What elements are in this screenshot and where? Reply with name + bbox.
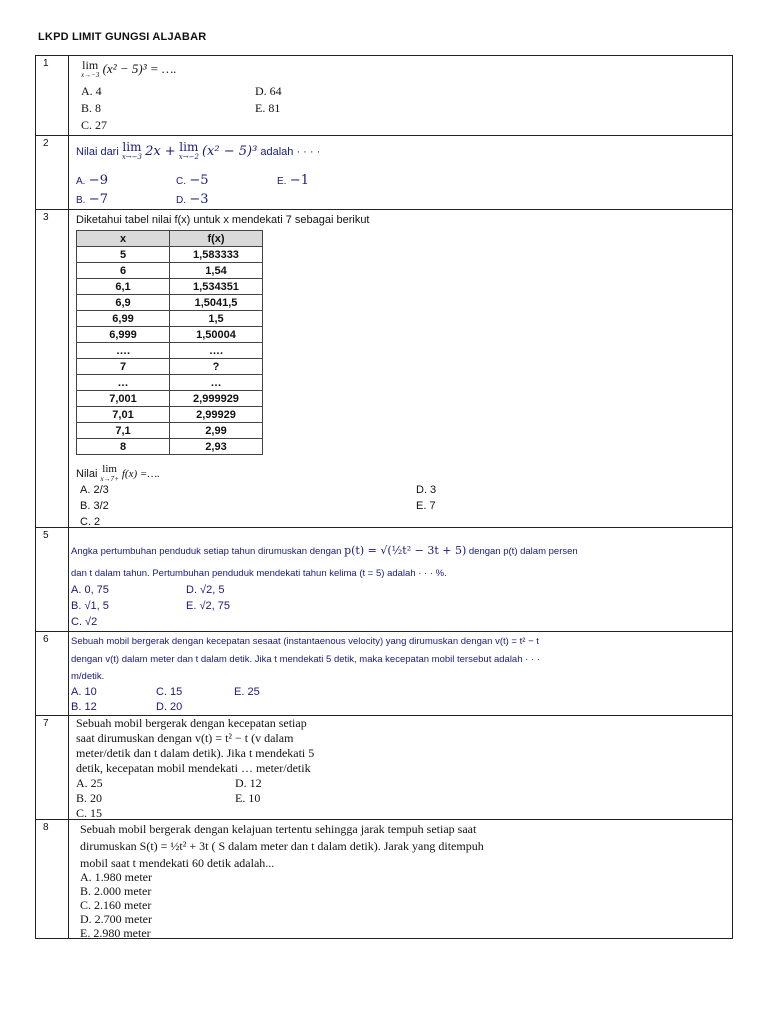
fx-value-cell: 2,99: [170, 423, 263, 439]
question-7-line-1: Sebuah mobil bergerak dengan kecepatan setiap: [76, 716, 307, 730]
question-8-line-3: mobil saat t mendekati 60 detik adalah...: [80, 856, 275, 870]
limit-operator-2: lim x→−2: [178, 140, 199, 161]
x-value-cell: 8: [77, 439, 170, 455]
option-e: E. 7: [416, 500, 436, 512]
question-7-line-3: meter/detik dan t dalam detik). Jika t mendekati 5: [76, 746, 315, 760]
option-a: A. 25: [76, 776, 103, 790]
x-value-cell: 6: [77, 263, 170, 279]
option-a: A. 10: [71, 686, 97, 698]
option-b: B. 20: [76, 791, 103, 805]
fx-value-cell: 2,99929: [170, 407, 263, 423]
option-a: A. 1.980 meter: [80, 870, 152, 884]
question-number: 8: [43, 822, 49, 833]
option-d: D. 2.700 meter: [80, 912, 152, 926]
option-d: D. √2, 5: [186, 584, 225, 596]
question-7-line-4: detik, kecepatan mobil mendekati … meter/detik: [76, 761, 311, 775]
question-6-line-2: dengan v(t) dalam meter dan t dalam detik. Jika t mendekati 5 detik, maka kecepatan mobil tersebut adalah · · ·: [71, 654, 540, 665]
table-row: [77, 375, 263, 391]
question-row-8: [36, 819, 732, 940]
table-row: [77, 359, 263, 375]
x-value-cell: 6,9: [77, 295, 170, 311]
option-d: D. −3: [176, 192, 209, 207]
option-e: E. 2.980 meter: [80, 926, 151, 940]
option-e: E. 10: [235, 791, 261, 805]
option-e: E. 81: [255, 101, 281, 115]
x-value-cell: 7,1: [77, 423, 170, 439]
table-row: [77, 423, 263, 439]
x-value-cell: 5: [77, 247, 170, 263]
option-b: B. 3/2: [80, 500, 109, 512]
question-row-2: [36, 135, 732, 210]
table-row: [77, 279, 263, 295]
x-value-cell: 6,999: [77, 327, 170, 343]
fx-value-cell: ?: [170, 359, 263, 375]
worksheet-table: [35, 55, 733, 939]
table-row: [77, 247, 263, 263]
option-c: C. 2.160 meter: [80, 898, 152, 912]
x-value-cell: 6,99: [77, 311, 170, 327]
fx-value-cell: 1,50004: [170, 327, 263, 343]
option-e: E. −1: [277, 173, 309, 188]
question-5-line-1: Angka pertumbuhan penduduk setiap tahun dirumuskan dengan p(t) = √(½t² − 3t + 5) dengan p(t) dalam persen: [71, 544, 578, 557]
fx-value-cell: …: [170, 375, 263, 391]
x-value-cell: 7,01: [77, 407, 170, 423]
table-row: [77, 311, 263, 327]
x-value-cell: ….: [77, 343, 170, 359]
option-c: C. √2: [71, 616, 98, 628]
question-2-text: Nilai dari lim x→−3 2x + lim x→−2 (x² − 5)³ adalah · · · ·: [76, 140, 321, 161]
option-d: D. 12: [235, 776, 262, 790]
question-8-line-2: dirumuskan S(t) = ½t² + 3t ( S dalam meter dan t dalam detik). Jarak yang ditempuh: [80, 839, 484, 853]
table-row: [77, 439, 263, 455]
question-8-line-1: Sebuah mobil bergerak dengan kelajuan tertentu sehingga jarak tempuh setiap saat: [80, 822, 477, 836]
question-6-line-1: Sebuah mobil bergerak dengan kecepatan sesaat (instantaenous velocity) yang dirumuskan dengan v(t) = t² − t: [71, 636, 539, 647]
limit-operator-1: lim x→−3: [121, 140, 142, 161]
function-value-table: [76, 230, 263, 455]
table-row: [77, 263, 263, 279]
x-value-cell: …: [77, 375, 170, 391]
table-header-x: x: [77, 231, 170, 247]
option-a: A. 0, 75: [71, 584, 109, 596]
fx-value-cell: 1,583333: [170, 247, 263, 263]
option-c: C. 2: [80, 516, 101, 528]
fx-value-cell: 1,5041,5: [170, 295, 263, 311]
option-c: C. −5: [176, 173, 209, 188]
option-d: D. 3: [416, 484, 437, 496]
table-row: [77, 295, 263, 311]
option-c: C. 15: [156, 686, 183, 698]
option-b: B. 8: [81, 101, 102, 115]
question-row-3: [36, 209, 732, 528]
question-row-1: [36, 56, 732, 135]
table-header-fx: f(x): [170, 231, 263, 247]
option-b: B. 12: [71, 701, 97, 713]
fx-value-cell: 1,5: [170, 311, 263, 327]
table-row: [77, 343, 263, 359]
option-e: E. √2, 75: [186, 600, 230, 612]
option-d: D. 64: [255, 84, 282, 98]
option-c: C. 15: [76, 806, 103, 820]
x-value-cell: 7,001: [77, 391, 170, 407]
question-1-expression: lim x→−3 (x² − 5)³ = ….: [81, 58, 177, 79]
question-row-7: [36, 715, 732, 820]
fx-value-cell: 1,54: [170, 263, 263, 279]
question-number: 6: [43, 634, 49, 645]
fx-value-cell: 2,93: [170, 439, 263, 455]
option-d: D. 20: [156, 701, 183, 713]
question-3-prompt: Nilai lim x→7+ f(x) =….: [76, 463, 160, 483]
option-a: A. 4: [81, 84, 102, 98]
question-7-line-2: saat dirumuskan dengan v(t) = t² − t (v dalam: [76, 731, 294, 745]
question-number: 7: [43, 718, 49, 729]
option-a: A. −9: [76, 173, 108, 188]
question-6-line-3: m/detik.: [71, 671, 105, 682]
question-3-intro: Diketahui tabel nilai f(x) untuk x mendekati 7 sebagai berikut: [76, 214, 370, 226]
table-row: [77, 407, 263, 423]
question-row-5: [36, 527, 732, 632]
table-row: [77, 327, 263, 343]
fx-value-cell: 1,534351: [170, 279, 263, 295]
fx-value-cell: ….: [170, 343, 263, 359]
question-row-6: [36, 631, 732, 716]
question-number: 1: [43, 58, 49, 69]
option-b: B. √1, 5: [71, 600, 109, 612]
question-number: 5: [43, 530, 49, 541]
table-row: [77, 391, 263, 407]
option-b: B. −7: [76, 192, 108, 207]
limit-operator: lim x→−3: [81, 58, 100, 79]
question-5-line-2: dan t dalam tahun. Pertumbuhan penduduk mendekati tahun kelima (t = 5) adalah · · · %.: [71, 568, 447, 579]
document-title: LKPD LIMIT GUNGSI ALJABAR: [38, 31, 207, 43]
option-c: C. 27: [81, 118, 108, 132]
x-value-cell: 6,1: [77, 279, 170, 295]
question-number: 3: [43, 212, 49, 223]
x-value-cell: 7: [77, 359, 170, 375]
question-number: 2: [43, 138, 49, 149]
option-b: B. 2.000 meter: [80, 884, 152, 898]
option-a: A. 2/3: [80, 484, 109, 496]
fx-value-cell: 2,999929: [170, 391, 263, 407]
option-e: E. 25: [234, 686, 260, 698]
